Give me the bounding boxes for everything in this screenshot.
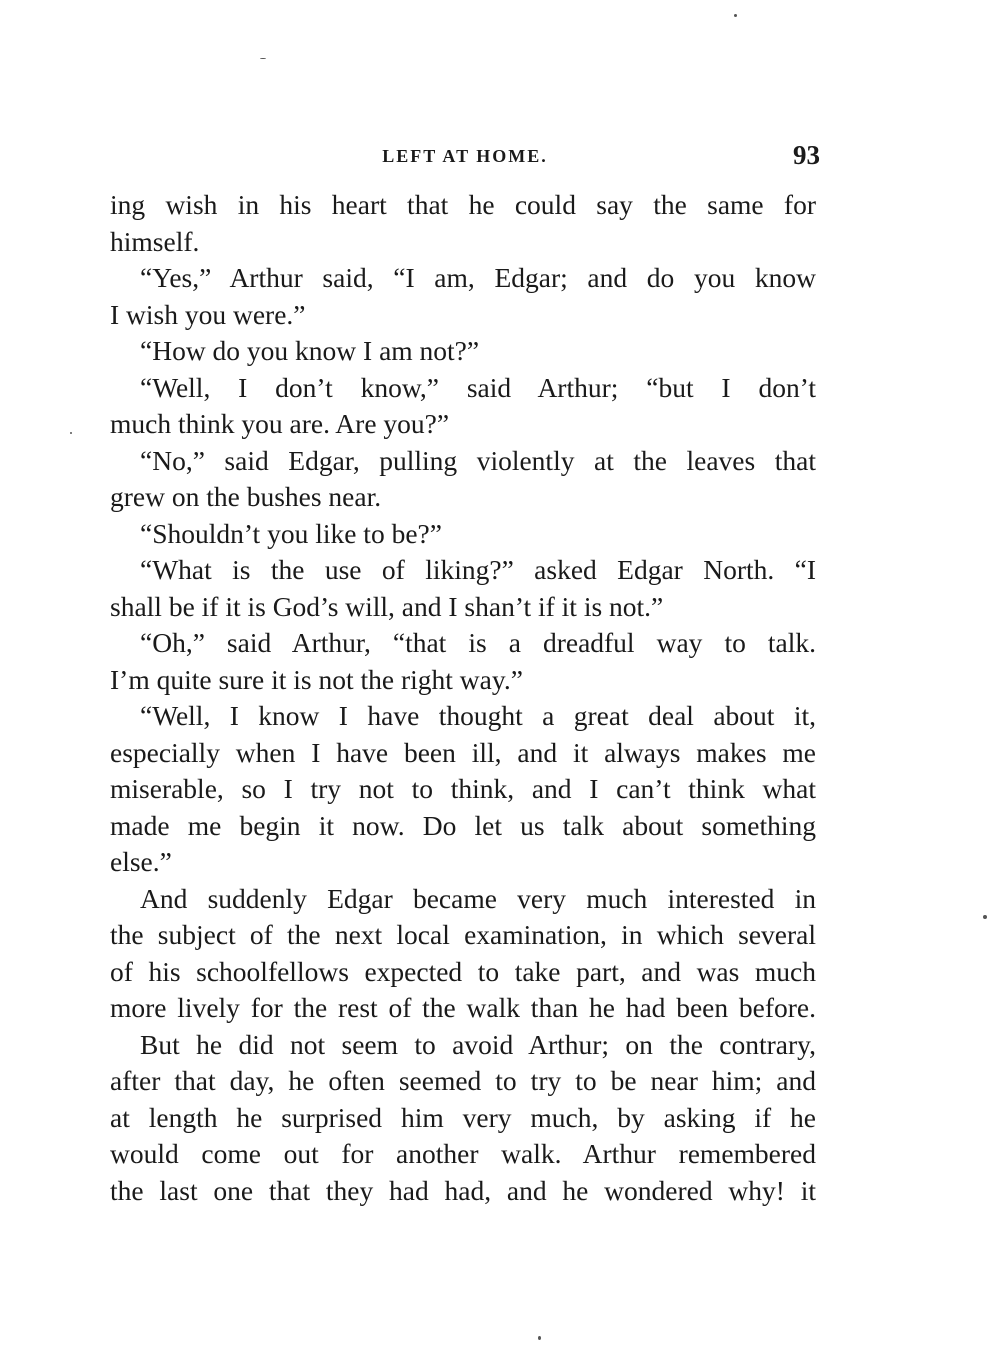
page-number: 93 [793, 140, 820, 170]
text-line: “Shouldn’t you like to be?” [140, 517, 442, 549]
scan-speck [70, 432, 72, 434]
text-line: And suddenly Edgar became very much interested in [140, 882, 816, 914]
text-line: the last one that they had had, and he wondered why! it [110, 1174, 816, 1206]
text-line: But he did not seem to avoid Arthur; on the contrary, [140, 1028, 816, 1060]
text-line: made me begin it now. Do let us talk about something [110, 809, 816, 841]
text-line: “No,” said Edgar, pulling violently at the leaves that [140, 444, 816, 476]
text-line: miserable, so I try not to think, and I can’t think what [110, 773, 816, 804]
text-line: much think you are. Are you?” [110, 408, 450, 439]
text-line: “How do you know I am not?” [140, 335, 480, 366]
text-line: more lively for the rest of the walk than he had been before. [110, 992, 816, 1023]
scan-speck [538, 1336, 541, 1340]
text-line: “Well, I know I have thought a great deal about it, [140, 700, 816, 731]
text-line: I’m quite sure it is not the right way.” [110, 663, 523, 695]
body-text [110, 187, 816, 1209]
text-line: ing wish in his heart that he could say the same for [110, 189, 816, 220]
scan-speck [260, 58, 266, 59]
text-line: grew on the bushes near. [110, 481, 382, 512]
text-line: I wish you were.” [110, 298, 306, 330]
scan-speck [734, 14, 737, 17]
text-line: after that day, he often seemed to try to be near him; and [110, 1065, 816, 1096]
text-line: “What is the use of liking?” asked Edgar North. “I [140, 554, 816, 585]
text-line: of his schoolfellows expected to take part, and was much [110, 955, 816, 987]
text-line: shall be if it is God’s will, and I shan’t if it is not.” [110, 590, 664, 622]
scan-speck [983, 915, 987, 919]
text-line: would come out for another walk. Arthur remembered [110, 1138, 816, 1169]
text-line: especially when I have been ill, and it always makes me [110, 736, 816, 768]
text-line: “Well, I don’t know,” said Arthur; “but I don’t [140, 371, 816, 403]
text-line: “Yes,” Arthur said, “I am, Edgar; and do you know [140, 262, 816, 293]
text-line: himself. [110, 225, 200, 257]
running-title: LEFT AT HOME. [382, 146, 548, 166]
running-head [110, 140, 820, 174]
text-line: the subject of the next local examination, in which several [110, 919, 816, 950]
text-line: at length he surprised him very much, by asking if he [110, 1101, 816, 1133]
text-line: “Oh,” said Arthur, “that is a dreadful way to talk. [140, 627, 816, 658]
text-line: else.” [110, 846, 172, 877]
